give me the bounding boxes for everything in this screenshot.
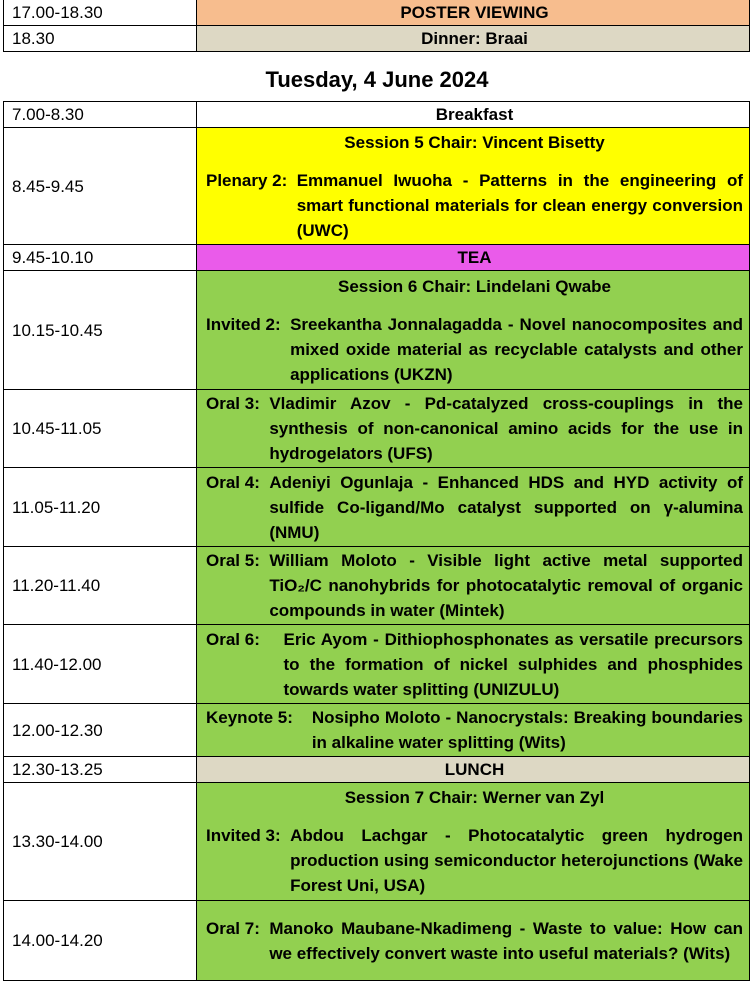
day-heading: Tuesday, 4 June 2024 [265,67,489,92]
time-cell: 12.30-13.25 [4,757,197,783]
talk-entry [206,705,743,755]
talk-entry [206,470,743,545]
talk-type: Oral 6: [206,629,260,649]
time-cell: 9.45-10.10 [4,245,197,271]
time-cell: 10.15-10.45 [4,271,197,390]
time-cell: 18.30 [4,26,197,52]
schedule-row-session5 [4,128,750,245]
talk-text: Emmanuel Iwuoha - Patterns in the engineering of smart functional materials for clean energy conversion (UWC) [296,170,743,240]
schedule-row-oral4 [4,468,750,547]
schedule-row-session6 [4,271,750,390]
tea-label: TEA [197,245,750,271]
talk-text: Nosipho Moloto - Nanocrystals: Breaking boundaries in alkaline water splitting (Wits) [311,708,743,752]
schedule-row-lunch [4,757,750,783]
talk-type: Oral 4: [206,472,260,492]
talk-entry [206,168,743,243]
time-cell: 10.45-11.05 [4,390,197,468]
talk-text: Abdou Lachgar - Photocatalytic green hydrogen production using semiconductor heterojunctions (Wake Forest Uni, USA) [290,826,743,895]
talk-entry [206,627,743,702]
schedule-row-dinner [4,26,750,52]
schedule-row-poster [4,0,750,26]
talk-text: William Moloto - Visible light active metal supported TiO₂/C nanohybrids for photocatalytic removal of organic compounds in water (Mintek) [269,551,743,620]
talk-entry [206,823,743,898]
talk-type: Oral 3: [206,394,260,413]
talk-type: Oral 7: [206,918,260,938]
time-cell: 7.00-8.30 [4,102,197,128]
schedule-row-breakfast [4,102,750,128]
schedule-row-tea [4,245,750,271]
talk-entry [206,312,743,387]
time-cell: 11.20-11.40 [4,547,197,625]
talk-text: Adeniyi Ogunlaja - Enhanced HDS and HYD activity of sulfide Co-ligand/Mo catalyst supported on γ-alumina (NMU) [269,472,743,542]
time-cell: 14.00-14.20 [4,901,197,981]
poster-viewing-label: POSTER VIEWING [197,0,750,26]
schedule-row-session7 [4,783,750,901]
monday-schedule-table [3,0,750,52]
session-chair: Session 5 Chair: Vincent Bisetty [344,132,605,152]
keynote5-cell [197,704,750,757]
time-cell: 11.40-12.00 [4,625,197,704]
talk-type: Plenary 2: [206,170,288,190]
talk-type: Invited 2: [206,314,281,334]
session-chair: Session 7 Chair: Werner van Zyl [344,788,605,807]
time-cell: 11.05-11.20 [4,468,197,547]
time-cell: 17.00-18.30 [4,0,197,26]
talk-entry [206,548,743,623]
breakfast-label: Breakfast [197,102,750,128]
session6-cell [197,271,750,390]
schedule-row-oral7 [4,901,750,981]
talk-text: Sreekantha Jonnalagadda - Novel nanocomposites and mixed oxide material as recyclable catalysts and other applications (UKZN) [290,314,743,384]
oral5-cell [197,547,750,625]
oral6-cell [197,625,750,704]
talk-text: Eric Ayom - Dithiophosphonates as versatile precursors to the formation of nickel sulphides and phosphides towards water splitting (UNIZULU) [283,629,743,699]
schedule-row-oral5 [4,547,750,625]
talk-text: Manoko Maubane-Nkadimeng - Waste to value: How can we effectively convert waste into useful materials? (Wits) [269,918,743,963]
schedule-row-oral3 [4,390,750,468]
talk-entry [206,391,743,466]
lunch-label: LUNCH [197,757,750,783]
tuesday-schedule-table [3,101,750,981]
talk-type: Invited 3: [206,826,281,845]
talk-type: Oral 5: [206,551,260,570]
session-chair: Session 6 Chair: Lindelani Qwabe [337,276,611,296]
dinner-label: Dinner: Braai [197,26,750,52]
talk-type: Keynote 5: [206,708,293,727]
talk-entry [206,916,743,966]
schedule-row-keynote5 [4,704,750,757]
time-cell: 12.00-12.30 [4,704,197,757]
session5-cell [197,128,750,245]
oral4-cell [197,468,750,547]
oral7-cell [197,901,750,981]
schedule-row-oral6 [4,625,750,704]
time-cell: 8.45-9.45 [4,128,197,245]
oral3-cell [197,390,750,468]
talk-text: Vladimir Azov - Pd-catalyzed cross-couplings in the synthesis of non-canonical amino acids for the use in hydrogelators (UFS) [269,394,743,463]
time-cell: 13.30-14.00 [4,783,197,901]
session7-cell [197,783,750,901]
